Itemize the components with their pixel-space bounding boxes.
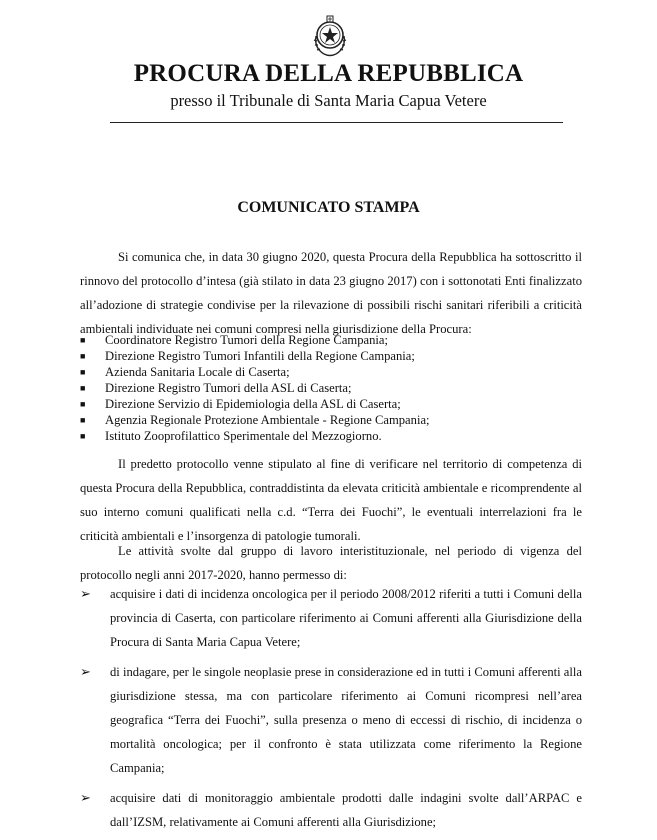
paragraph-text: Il predetto protocollo venne stipulato al fine di verificare nel territorio di competenza di questa Procura della Repubblica, contraddistinta da elevata criticità ambientale e ricomprendente al suo interno comuni qualificati nella c.d. “Terra dei Fuochi”, le eventuali interrelazioni fra le criticità ambientali e l’insorgenza di patologie tumorali. xyxy=(80,457,582,543)
paragraph-text: Si comunica che, in data 30 giugno 2020, questa Procura della Repubblica ha sottoscritto il rinnovo del protocollo d’intesa (già stilato in data 23 giugno 2017) con i sottonotati Enti finalizzato all’adozione di strategie condivise per la rilevazione di possibili rischi sanitari riferibili a criticità ambientali individuate nei comuni compresi nella giurisdizione della Procura: xyxy=(80,250,582,336)
list-item: ■ Istituto Zooprofilattico Sperimentale del Mezzogiorno. xyxy=(80,429,382,443)
paragraph-activities xyxy=(80,539,582,587)
republic-emblem-icon xyxy=(310,14,350,58)
entities-list xyxy=(80,332,582,444)
activities-list xyxy=(80,582,582,840)
header-divider xyxy=(110,122,563,123)
list-item: ➢ di indagare, per le singole neoplasie prese in considerazione ed in tutti i Comuni afferenti alla giurisdizione stessa, ma con particolare riferimento ai Comuni ricompresi nell’area geografica “Terra dei Fuochi”, sulla presenza o meno di eccessi di rischio, di incidenza o mortalità oncologica; per il confronto è stata utilizzata come riferimento la Regione Campania; xyxy=(80,660,582,780)
paragraph-intro xyxy=(80,245,582,341)
list-item: ■ Direzione Registro Tumori Infantili della Regione Campania; xyxy=(80,349,415,363)
arrow-bullet-icon: ➢ xyxy=(80,586,91,601)
list-item: ■ Direzione Registro Tumori della ASL di Caserta; xyxy=(80,381,352,395)
square-bullet-icon: ■ xyxy=(80,431,86,441)
square-bullet-icon: ■ xyxy=(80,383,86,393)
square-bullet-icon: ■ xyxy=(80,367,86,377)
square-bullet-icon: ■ xyxy=(80,415,86,425)
paragraph-text: Le attività svolte dal gruppo di lavoro interistituzionale, nel periodo di vigenza del protocollo negli anni 2017-2020, hanno permesso di: xyxy=(80,544,582,582)
paragraph-protocol xyxy=(80,452,582,548)
arrow-bullet-icon: ➢ xyxy=(80,790,91,805)
page-subtitle: presso il Tribunale di Santa Maria Capua Vetere xyxy=(170,91,487,110)
square-bullet-icon: ■ xyxy=(80,351,86,361)
square-bullet-icon: ■ xyxy=(80,335,86,345)
list-item: ➢ acquisire dati di monitoraggio ambientale prodotti dalle indagini svolte dall’ARPAC e dall’IZSM, relativamente ai Comuni afferenti alla Giurisdizione; xyxy=(80,786,582,834)
list-item: ■ Coordinatore Registro Tumori della Regione Campania; xyxy=(80,333,388,347)
document-heading: COMUNICATO STAMPA xyxy=(237,199,420,216)
list-item: ➢ acquisire i dati di incidenza oncologica per il periodo 2008/2012 riferiti a tutti i Comuni della provincia di Caserta, con particolare riferimento ai Comuni afferenti alla Giurisdizione della Procura di Santa Maria Capua Vetere; xyxy=(80,582,582,654)
square-bullet-icon: ■ xyxy=(80,399,86,409)
list-item: ■ Direzione Servizio di Epidemiologia della ASL di Caserta; xyxy=(80,397,401,411)
arrow-bullet-icon: ➢ xyxy=(80,664,91,679)
list-item: ■ Agenzia Regionale Protezione Ambientale - Regione Campania; xyxy=(80,413,430,427)
list-item: ■ Azienda Sanitaria Locale di Caserta; xyxy=(80,365,290,379)
page-title: PROCURA DELLA REPUBBLICA xyxy=(133,60,524,87)
